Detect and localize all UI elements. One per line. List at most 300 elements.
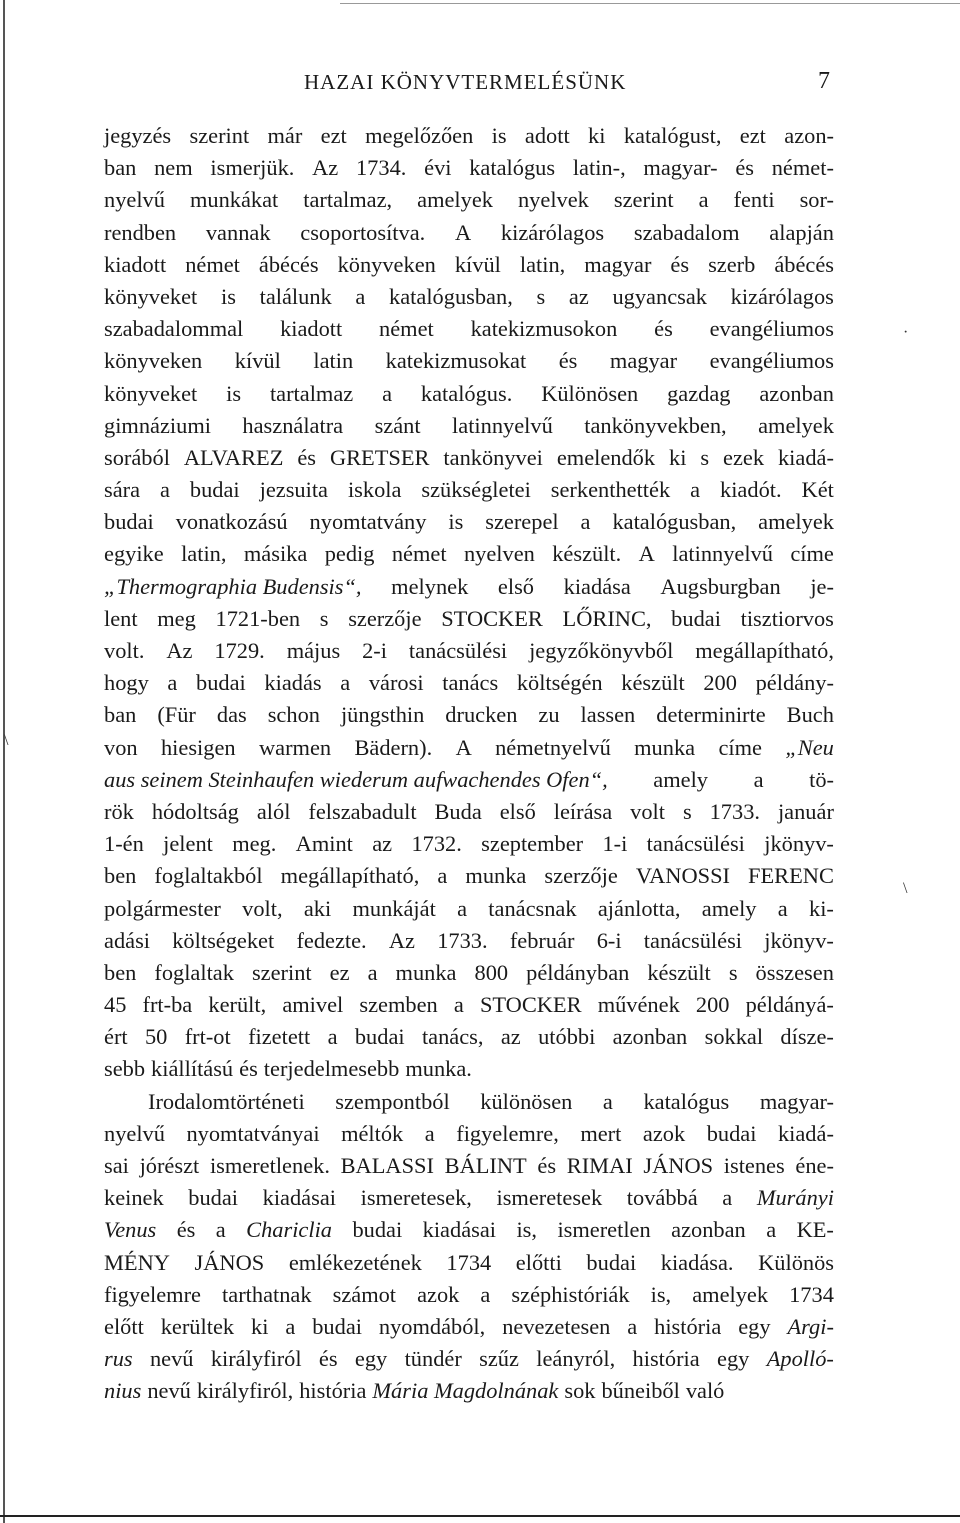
word: munka.	[405, 1056, 472, 1082]
word: a	[457, 895, 468, 921]
word: sai	[104, 1153, 129, 1178]
word: iskola	[347, 477, 402, 503]
word: évi	[424, 155, 452, 181]
word: vonatkozású	[175, 509, 288, 535]
text-line	[104, 571, 834, 603]
word: szerint	[189, 123, 250, 148]
word: RIMAI	[566, 1153, 633, 1178]
word: királyfiról	[210, 1346, 302, 1372]
word: a	[627, 1313, 638, 1339]
word: STOCKER	[479, 992, 582, 1018]
word: 1734	[446, 1249, 492, 1275]
word: költségén	[516, 670, 603, 696]
word: számot	[332, 1281, 397, 1307]
word: kiadót.	[720, 477, 782, 503]
word: katekizmusokon	[470, 316, 618, 342]
page-edge-bottom	[0, 1515, 960, 1517]
text-line	[104, 281, 834, 313]
word: tarthatnak	[222, 1281, 312, 1307]
word: a	[777, 895, 788, 921]
word: tankönyvekben,	[584, 412, 727, 438]
word: s	[700, 444, 710, 470]
word: Két	[801, 477, 834, 503]
word: munkáját	[352, 895, 436, 921]
word: szerepel	[485, 509, 559, 535]
text-line	[104, 217, 834, 249]
word: alapján	[769, 219, 834, 245]
word: egy	[717, 1346, 750, 1372]
word: német	[379, 316, 434, 342]
word: hiesigen	[160, 734, 236, 760]
word: adott	[524, 123, 570, 148]
word: tanácsülési	[646, 831, 745, 857]
word: könyveket	[104, 283, 198, 309]
word: rök	[104, 798, 134, 824]
word: foglaltak	[154, 959, 234, 985]
word: serkenthették	[550, 477, 671, 503]
word: szerint	[613, 187, 674, 213]
text-line	[104, 989, 834, 1021]
word: ezek	[723, 444, 765, 470]
word: a	[382, 380, 393, 406]
word: szükségletei	[421, 477, 531, 503]
word: Chariclia	[246, 1217, 333, 1243]
word: nevezetesen	[502, 1313, 611, 1339]
word: költségeket	[172, 927, 275, 953]
text-line	[104, 732, 834, 764]
word: ALVAREZ	[183, 444, 284, 470]
word: jórészt	[139, 1153, 200, 1178]
word: bűneiből	[601, 1378, 680, 1404]
text-line	[104, 538, 834, 570]
word: tanácsülési	[643, 927, 743, 953]
word: és	[558, 348, 578, 374]
word: is,	[650, 1281, 672, 1307]
word: munka	[465, 863, 527, 889]
word: (Für	[157, 702, 196, 728]
text-line	[104, 667, 834, 699]
word: budai	[671, 605, 721, 631]
word: história	[632, 1346, 700, 1372]
word: rendben	[104, 219, 177, 245]
word: leírása	[553, 798, 613, 824]
word: magyar-	[643, 155, 718, 181]
text-line	[104, 957, 834, 989]
text-line	[104, 1375, 834, 1407]
word: schon	[267, 702, 320, 728]
word: Bädern).	[354, 734, 433, 760]
paragraph	[104, 1086, 834, 1408]
word: 6-i	[596, 927, 622, 953]
word: is	[491, 123, 507, 148]
word: lassen	[580, 702, 636, 728]
word: budai	[586, 1249, 637, 1275]
word: s	[682, 798, 692, 824]
word: a	[480, 1281, 491, 1307]
word: május	[286, 638, 341, 663]
word: németnyelvű	[495, 734, 611, 760]
word: szemben	[359, 992, 438, 1018]
text-line	[104, 1343, 834, 1375]
word: tisztiorvos	[740, 605, 834, 631]
word: ban	[104, 155, 137, 181]
word: előtti	[515, 1249, 562, 1275]
word: meg	[157, 605, 196, 631]
word: használatra	[242, 412, 344, 438]
word: különösen	[480, 1088, 573, 1114]
word: gimnáziumi	[104, 412, 211, 438]
word: és	[239, 1056, 258, 1082]
word: sor-	[799, 187, 834, 213]
word: jelent	[163, 831, 213, 857]
word: kiadása.	[660, 1249, 734, 1275]
word: warmen	[258, 734, 332, 760]
word: fenti	[733, 187, 775, 213]
word: tanács	[442, 670, 499, 696]
word: STOCKER	[441, 605, 543, 631]
word: A	[455, 734, 472, 760]
word: példányá-	[745, 992, 834, 1018]
word: Venus	[104, 1217, 157, 1243]
body-text	[104, 120, 834, 1408]
word: az	[568, 283, 589, 309]
word: ismeretesek	[496, 1185, 603, 1211]
word: megelőzően	[365, 123, 474, 148]
word: utóbbi	[538, 1024, 596, 1050]
word: könyveket	[104, 380, 198, 406]
word: Buda	[434, 798, 482, 824]
word: 200	[703, 670, 737, 696]
word: művének	[597, 992, 680, 1018]
word: a	[766, 1217, 777, 1243]
word: sok	[564, 1378, 596, 1404]
word: nyelvű	[104, 1120, 165, 1146]
word: azonban	[612, 1024, 688, 1050]
word: a	[753, 766, 764, 792]
word: másika	[243, 541, 308, 567]
margin-mark: \	[903, 880, 908, 897]
word: vannak	[205, 219, 271, 245]
word: a	[367, 959, 378, 985]
word: polgármester	[104, 895, 221, 921]
word: kiadá-	[777, 1120, 834, 1146]
word: ismeretlenek.	[209, 1153, 330, 1178]
word: JÁNOS	[643, 1153, 714, 1178]
word: továbbá	[626, 1185, 698, 1211]
word: első	[499, 798, 536, 824]
word: ért	[104, 1024, 128, 1050]
word: ki	[251, 1313, 269, 1339]
word: nyomtatványai	[186, 1120, 320, 1146]
margin-mark: \	[4, 732, 9, 749]
page-edge-left	[3, 0, 5, 1523]
word: BÁLINT	[444, 1153, 527, 1178]
word: szabadalom	[633, 219, 740, 245]
word: VANOSSI	[635, 863, 730, 889]
word: kiadásai	[422, 1217, 497, 1243]
word: katalógusban,	[389, 283, 513, 309]
word: 1734.	[355, 155, 407, 181]
word: Amint	[295, 831, 353, 857]
word: nevű	[147, 1378, 191, 1404]
text-line	[104, 1311, 834, 1343]
word: KE-	[796, 1217, 834, 1243]
word: figyelemre,	[456, 1120, 559, 1146]
text-line	[104, 410, 834, 442]
page-edge-top	[340, 3, 960, 4]
word: egyike	[104, 541, 164, 567]
word: aki	[303, 895, 332, 921]
word: kerültek	[160, 1313, 235, 1339]
word: ezt	[739, 123, 766, 148]
word: s	[728, 959, 738, 985]
word: budai	[354, 1024, 405, 1050]
word: egy	[354, 1346, 388, 1372]
text-line	[104, 1053, 834, 1085]
running-head: HAZAI KÖNYVTERMELÉSÜNK	[304, 70, 627, 94]
word: címe	[790, 541, 834, 567]
word: história	[299, 1378, 367, 1404]
word: latin,	[519, 251, 566, 277]
word: könyveken	[337, 251, 436, 277]
word: tanács,	[421, 1024, 484, 1050]
word: Az	[166, 638, 193, 663]
word: BALASSI	[340, 1153, 434, 1178]
word: nem	[154, 155, 193, 181]
text-line	[104, 893, 834, 925]
word: ábécés	[258, 251, 319, 277]
word: német	[185, 251, 240, 277]
word: január	[777, 798, 834, 824]
word: evangéliumos	[709, 316, 834, 342]
word: FERENC	[748, 863, 834, 889]
word: a	[437, 863, 448, 889]
word: pedig	[324, 541, 375, 567]
word: a	[285, 1313, 296, 1339]
text-line	[104, 506, 834, 538]
word: a	[215, 1217, 226, 1243]
word: tankönyvei	[443, 444, 543, 470]
word: „Thermographia Budensis“,	[104, 573, 362, 599]
text-line	[104, 442, 834, 474]
word: LŐRINC,	[562, 605, 652, 631]
word: Buch	[786, 702, 834, 728]
word: 1733.	[709, 798, 760, 824]
word: is	[448, 509, 464, 535]
word: szempontból	[335, 1088, 450, 1114]
word: ezt	[320, 123, 347, 148]
word: história	[654, 1313, 722, 1339]
word: frt-ba	[142, 992, 193, 1018]
text-line	[104, 1086, 834, 1118]
word: készült	[647, 959, 711, 985]
page-number: 7	[818, 68, 830, 94]
text-line	[104, 603, 834, 635]
word: 50	[144, 1024, 168, 1050]
word: találunk	[259, 283, 332, 309]
word: drucken	[445, 702, 518, 728]
word: budai	[189, 477, 240, 503]
word: kiállítású	[151, 1056, 234, 1082]
word: Augsburgban	[660, 573, 781, 599]
word: a	[167, 670, 178, 696]
word: kiadá-	[777, 444, 834, 470]
word: latin	[313, 348, 354, 374]
word: JÁNOS	[194, 1249, 265, 1275]
word: mert	[580, 1120, 622, 1146]
text-line	[104, 1214, 834, 1246]
word: a	[355, 283, 366, 309]
word: kiadása	[563, 573, 631, 599]
word: megállapítható,	[695, 638, 834, 663]
word: a	[722, 1185, 733, 1211]
word: leányról,	[536, 1346, 616, 1372]
page-header	[104, 70, 830, 100]
word: 800	[474, 959, 509, 985]
text-line	[104, 1118, 834, 1150]
word: Murányi	[756, 1185, 834, 1211]
word: Az	[312, 155, 339, 181]
word: ben	[104, 959, 137, 985]
word: és	[176, 1217, 196, 1243]
word: magyar-	[759, 1088, 834, 1114]
text-line	[104, 1150, 834, 1182]
word: azon-	[784, 123, 834, 148]
word: istenes	[723, 1153, 785, 1178]
text-line	[104, 828, 834, 860]
word: szerzője	[348, 605, 422, 631]
word: nyelvek	[517, 187, 589, 213]
word: az	[500, 1024, 521, 1050]
text-line	[104, 184, 834, 216]
word: megállapítható,	[280, 863, 420, 889]
word: adási	[104, 927, 151, 953]
word: budai	[104, 509, 154, 535]
word: 1732.	[411, 831, 462, 857]
word: Irodalomtörténeti	[148, 1088, 305, 1114]
word: szerint	[251, 959, 312, 985]
word: sorából	[104, 444, 170, 470]
word: széphistóriák	[511, 1281, 630, 1307]
word: meg.	[232, 831, 277, 857]
word: foglaltakból	[154, 863, 263, 889]
word: jüngsthin	[340, 702, 425, 728]
text-line	[104, 925, 834, 957]
word: február	[509, 927, 575, 953]
word: nyelven	[463, 541, 535, 567]
word: és	[537, 1153, 557, 1178]
word: munka	[395, 959, 457, 985]
word: aus seinem Steinhaufen wiederum aufwachendes Ofen“,	[104, 766, 608, 792]
word: már	[267, 123, 303, 148]
word: kívül	[234, 348, 281, 374]
word: volt.	[104, 638, 145, 663]
word: 1733.	[437, 927, 488, 953]
word: magyar	[609, 348, 678, 374]
word: amelyek	[758, 412, 834, 438]
word: dísze-	[780, 1024, 834, 1050]
word: ki	[588, 123, 606, 148]
text-line	[104, 249, 834, 281]
word: tanácsülési	[408, 638, 508, 663]
word: tö-	[809, 766, 834, 792]
word: ugyancsak	[612, 283, 707, 309]
word: könyveken	[104, 348, 203, 374]
word: 1-i	[602, 831, 628, 857]
word: A	[455, 219, 472, 245]
word: A	[638, 541, 655, 567]
word: munkákat	[189, 187, 279, 213]
word: hogy	[104, 670, 149, 696]
text-line	[104, 1279, 834, 1311]
word: 45	[104, 992, 127, 1018]
word: ismeretesek,	[360, 1185, 472, 1211]
word: latin-,	[572, 155, 626, 181]
word: katalógusban,	[612, 509, 737, 535]
word: determinirte	[656, 702, 766, 728]
text-line	[104, 860, 834, 892]
word: kizárólagos	[500, 219, 605, 245]
word: ismerjük.	[210, 155, 295, 181]
word: készült	[621, 670, 685, 696]
word: 2-i	[362, 638, 387, 663]
word: ban	[104, 702, 137, 728]
word: azonban	[671, 1217, 746, 1243]
margin-mark: ·	[903, 324, 909, 341]
word: magyar	[584, 251, 652, 277]
word: példány-	[755, 670, 834, 696]
word: címe	[718, 734, 762, 760]
word: amely	[653, 766, 709, 792]
word: amelyek	[758, 509, 834, 535]
word: budai	[196, 670, 246, 696]
word: emlékezetének	[288, 1249, 422, 1275]
word: budai	[352, 1217, 403, 1243]
word: Az	[388, 927, 415, 953]
text-line	[104, 1182, 834, 1214]
word: s	[319, 605, 329, 631]
word: is	[226, 380, 242, 406]
word: „Neu	[785, 734, 834, 760]
word: Apolló-	[766, 1346, 834, 1372]
word: a	[340, 670, 351, 696]
text-line	[104, 635, 834, 667]
word: alól	[256, 798, 291, 824]
word: összesen	[755, 959, 834, 985]
word: nius	[104, 1378, 142, 1404]
word: sokkal	[704, 1024, 764, 1050]
text-line	[104, 120, 834, 152]
word: amivel	[282, 992, 344, 1018]
word: szűz	[479, 1346, 519, 1372]
word: és	[297, 444, 316, 470]
word: kiadásai	[262, 1185, 336, 1211]
word: a	[690, 477, 701, 503]
word: és	[654, 316, 673, 342]
word: sára	[104, 477, 141, 503]
word: és	[735, 155, 754, 181]
word: azok	[417, 1281, 460, 1307]
word: ajánlotta,	[597, 895, 681, 921]
word: városi	[368, 670, 424, 696]
word: nevű	[149, 1346, 194, 1372]
word: tartalmaz,	[303, 187, 393, 213]
word: kiadott	[280, 316, 343, 342]
word: tanácsnak	[488, 895, 577, 921]
word: a	[424, 1120, 435, 1146]
word: figyelemre	[104, 1281, 201, 1307]
text-line	[104, 378, 834, 410]
